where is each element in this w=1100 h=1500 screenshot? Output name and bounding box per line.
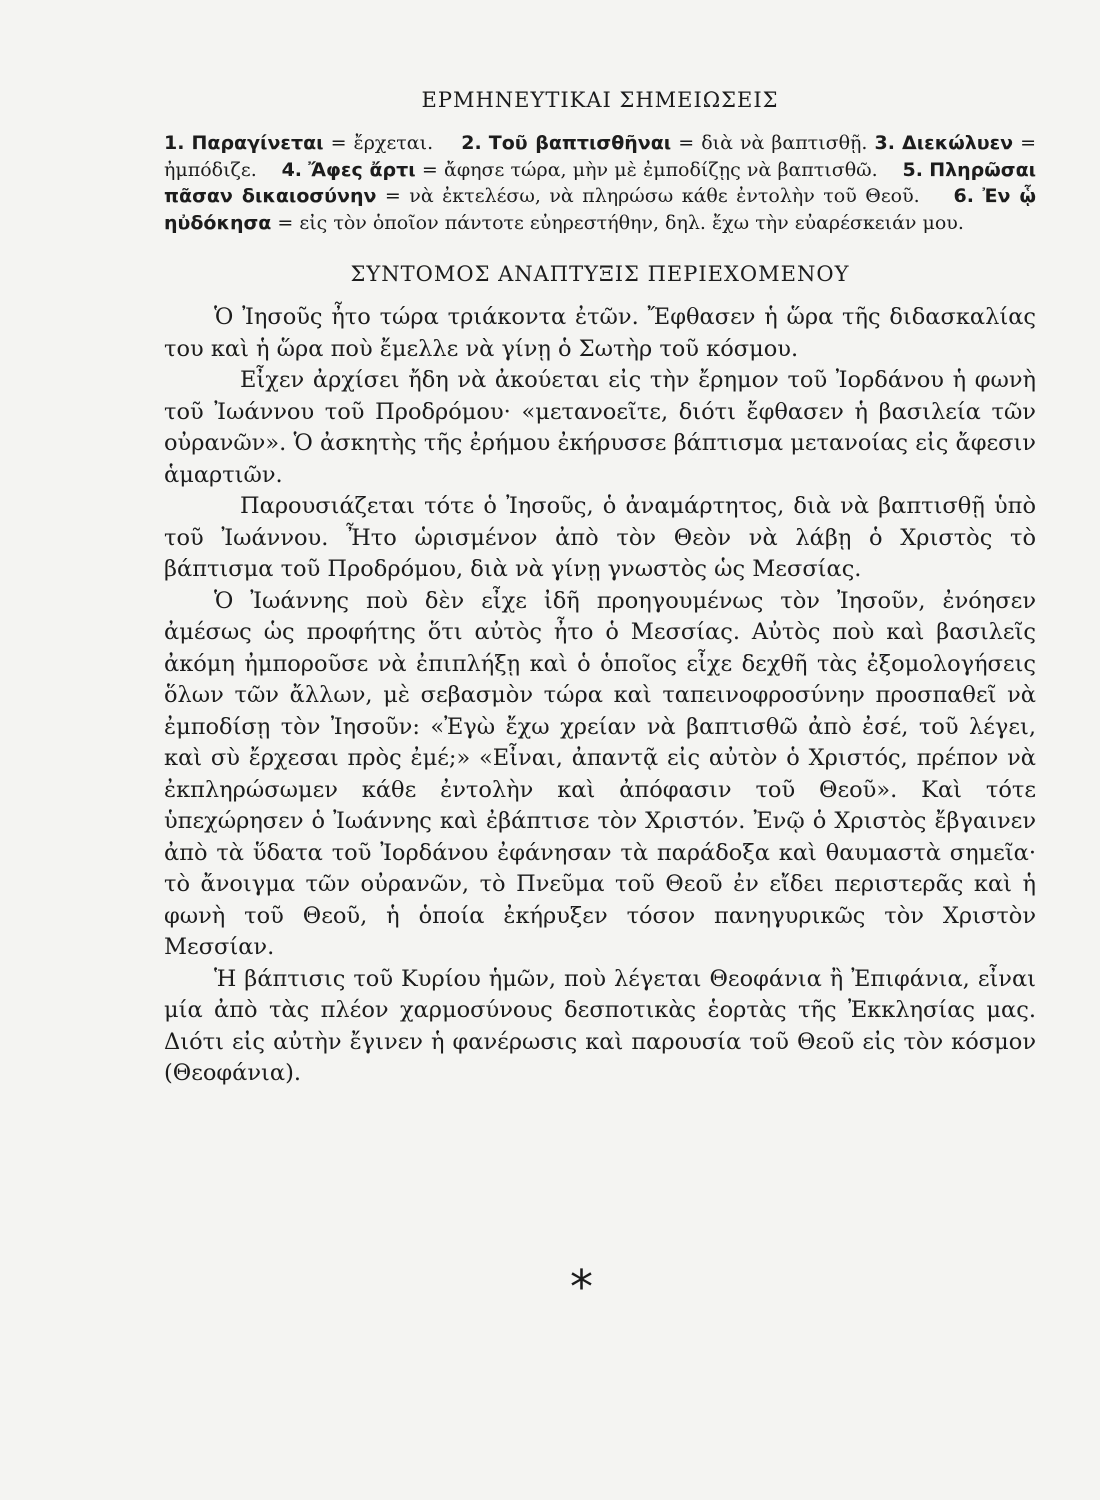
paragraph-3: Παρουσιάζεται τότε ὁ Ἰησοῦς, ὁ ἀναμάρτητος, διὰ νὰ βαπτισθῇ ὑπὸ τοῦ Ἰωάννου. Ἦτο ὡρισμένον ἀπὸ τὸν Θεὸν νὰ λάβῃ ὁ Χριστὸς τὸ βάπτισμα τοῦ Προδρόμου, διὰ νὰ γίνῃ γνωστὸς ὡς Μεσσίας. (164, 493, 1036, 582)
paragraph-4: Ὁ Ἰωάννης ποὺ δὲν εἶχε ἰδῆ προηγουμένως τὸν Ἰησοῦν, ἐνόησεν ἀμέσως ὡς προφήτης ὅτι αὐτὸς ἦτο ὁ Μεσσίας. Αὐτὸς ποὺ καὶ βασιλεῖς ἀκόμη ἠμποροῦσε νὰ ἐπιπλήξῃ καὶ ὁ ὁποῖος εἶχε δεχθῆ τὰς ἐξομολογήσεις ὅλων τῶν ἄλλων, μὲ σεβασμὸν τώρα καὶ ταπεινοφροσύνην προσπαθεῖ νὰ ἐμποδίσῃ τὸν Ἰησοῦν: «Ἐγὼ ἔχω χρείαν νὰ βαπτισθῶ ἀπὸ ἐσέ, τοῦ λέγει, καὶ σὺ ἔρχεσαι πρὸς ἐμέ;» «Εἶναι, ἀπαντᾷ εἰς αὐτὸν ὁ Χριστός, πρέπον νὰ ἐκπληρώσωμεν κάθε ἐντολὴν καὶ ἀπόφασιν τοῦ Θεοῦ». Καὶ τότε ὑπεχώρησεν ὁ Ἰωάννης καὶ ἐβάπτισε τὸν Χριστόν. Ἐνῷ ὁ Χριστὸς ἔβγαινεν ἀπὸ τὰ ὕδατα τοῦ Ἰορδάνου ἐφάνησαν τὰ παράδοξα καὶ θαυμαστὰ σημεῖα· τὸ ἄνοιγμα τῶν οὐρανῶν, τὸ Πνεῦμα τοῦ Θεοῦ ἐν εἴδει περιστερᾶς καὶ ἡ φωνὴ τοῦ Θεοῦ, ἡ ὁποία ἐκήρυξεν τόσον πανηγυρικῶς τὸν Χριστὸν Μεσσίαν. (164, 587, 1036, 960)
note-1: 1. Παραγίνεται = ἔρχεται. (164, 132, 434, 154)
paragraph-2: Εἶχεν ἀρχίσει ἤδη νὰ ἀκούεται εἰς τὴν ἔρημον τοῦ Ἰορδάνου ἡ φωνὴ τοῦ Ἰωάννου τοῦ Προδρόμου· «μετανοεῖτε, διότι ἔφθασεν ἡ βασιλεία τῶν οὐρανῶν». Ὁ ἀσκητὴς τῆς ἐρήμου ἐκήρυσσε βάπτισμα μετανοίας εἰς ἄφεσιν ἁμαρτιῶν. (164, 367, 1036, 488)
notes-block (164, 130, 1036, 236)
note-5: 5. Πληρῶσαι πᾶσαν δικαιοσύνην = νὰ ἐκτελέσω, νὰ πληρώσω κάθε ἐντολὴν τοῦ Θεοῦ. (164, 158, 1037, 207)
notes-heading: ΕΡΜΗΝΕΥΤΙΚΑΙ ΣΗΜΕΙΩΣΕΙΣ (421, 88, 779, 112)
end-asterisk: * (570, 1260, 593, 1314)
note-2: 2. Τοῦ βαπτισθῆναι = διὰ νὰ βαπτισθῇ. (461, 132, 868, 154)
note-3: 3. Διεκώλυεν = ἠμπόδιζε. (164, 132, 1037, 181)
page-content (164, 88, 1036, 1090)
summary-heading: ΣΥΝΤΟΜΟΣ ΑΝΑΠΤΥΞΙΣ ΠΕΡΙΕΧΟΜΕΝΟΥ (350, 262, 850, 286)
note-4: 4. Ἄφες ἄρτι = ἄφησε τώρα, μὴν μὲ ἐμποδίζῃς νὰ βαπτισθῶ. (281, 158, 878, 181)
note-6: 6. Ἐν ᾧ ηὐδόκησα = εἰς τὸν ὁποῖον πάντοτε εὐηρεστήθην, δηλ. ἔχω τὴν εὐαρέσκειάν μου. (164, 185, 1036, 234)
paragraph-5: Ἡ βάπτισις τοῦ Κυρίου ἡμῶν, ποὺ λέγεται Θεοφάνια ἢ Ἐπιφάνια, εἶναι μία ἀπὸ τὰς πλέον χαρμοσύνους δεσποτικὰς ἑορτὰς τῆς Ἐκκλησίας μας. Διότι εἰς αὐτὴν ἔγινεν ἡ φανέρωσις καὶ παρουσία τοῦ Θεοῦ εἰς τὸν κόσμον (Θεοφάνια). (164, 965, 1036, 1086)
paragraph-1: Ὁ Ἰησοῦς ἦτο τώρα τριάκοντα ἐτῶν. Ἔφθασεν ἡ ὥρα τῆς διδασκαλίας του καὶ ἡ ὥρα ποὺ ἔμελλε νὰ γίνῃ ὁ Σωτὴρ τοῦ κόσμου. (164, 304, 1036, 362)
